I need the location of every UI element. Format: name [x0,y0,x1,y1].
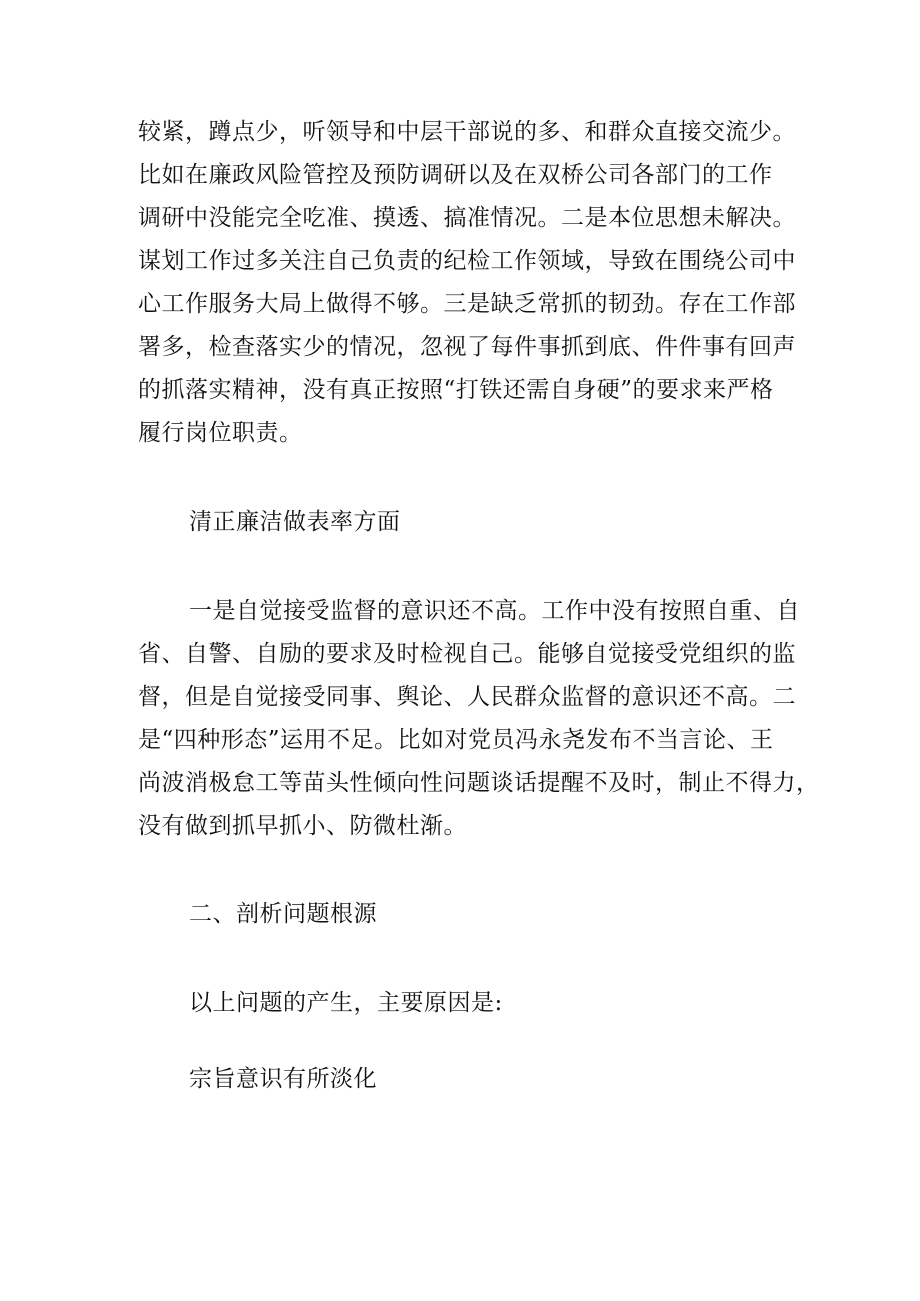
paragraph-line: 的抓落实精神，没有真正按照“打铁还需自身硬”的要求来严格 [138,377,774,403]
paragraph-line: 是“四种形态”运用不足。比如对党员冯永尧发布不当言论、王 [138,727,774,753]
section-heading: 清正廉洁做表率方面 [189,509,401,535]
section-heading: 二、剖析问题根源 [189,901,377,927]
paragraph-line: 较紧，蹲点少，听领导和中层干部说的多、和群众直接交流少。 [138,119,796,145]
paragraph-line: 调研中没能完全吃准、摸透、搞准情况。二是本位思想未解决。 [138,205,796,231]
paragraph-line: 尚波消极怠工等苗头性倾向性问题谈话提醒不及时，制止不得力， [138,770,820,796]
paragraph-line: 署多，检查落实少的情况，忽视了每件事抓到底、件件事有回声 [138,334,796,360]
paragraph-line: 没有做到抓早抓小、防微杜渐。 [138,813,467,839]
paragraph-line: 以上问题的产生，主要原因是: [189,990,503,1016]
paragraph-line: 履行岗位职责。 [138,420,303,446]
paragraph-line: 省、自警、自励的要求及时检视自己。能够自觉接受党组织的监 [138,641,796,667]
paragraph-line: 比如在廉政风险管控及预防调研以及在双桥公司各部门的工作 [138,162,773,188]
paragraph-line: 督，但是自觉接受同事、舆论、人民群众监督的意识还不高。二 [138,684,796,710]
section-heading: 宗旨意识有所淡化 [189,1066,377,1092]
paragraph-line: 心工作服务大局上做得不够。三是缺乏常抓的韧劲。存在工作部 [138,291,796,317]
paragraph-line: 一是自觉接受监督的意识还不高。工作中没有按照自重、自 [189,598,800,624]
paragraph-line: 谋划工作过多关注自己负责的纪检工作领域，导致在围绕公司中 [138,248,796,274]
